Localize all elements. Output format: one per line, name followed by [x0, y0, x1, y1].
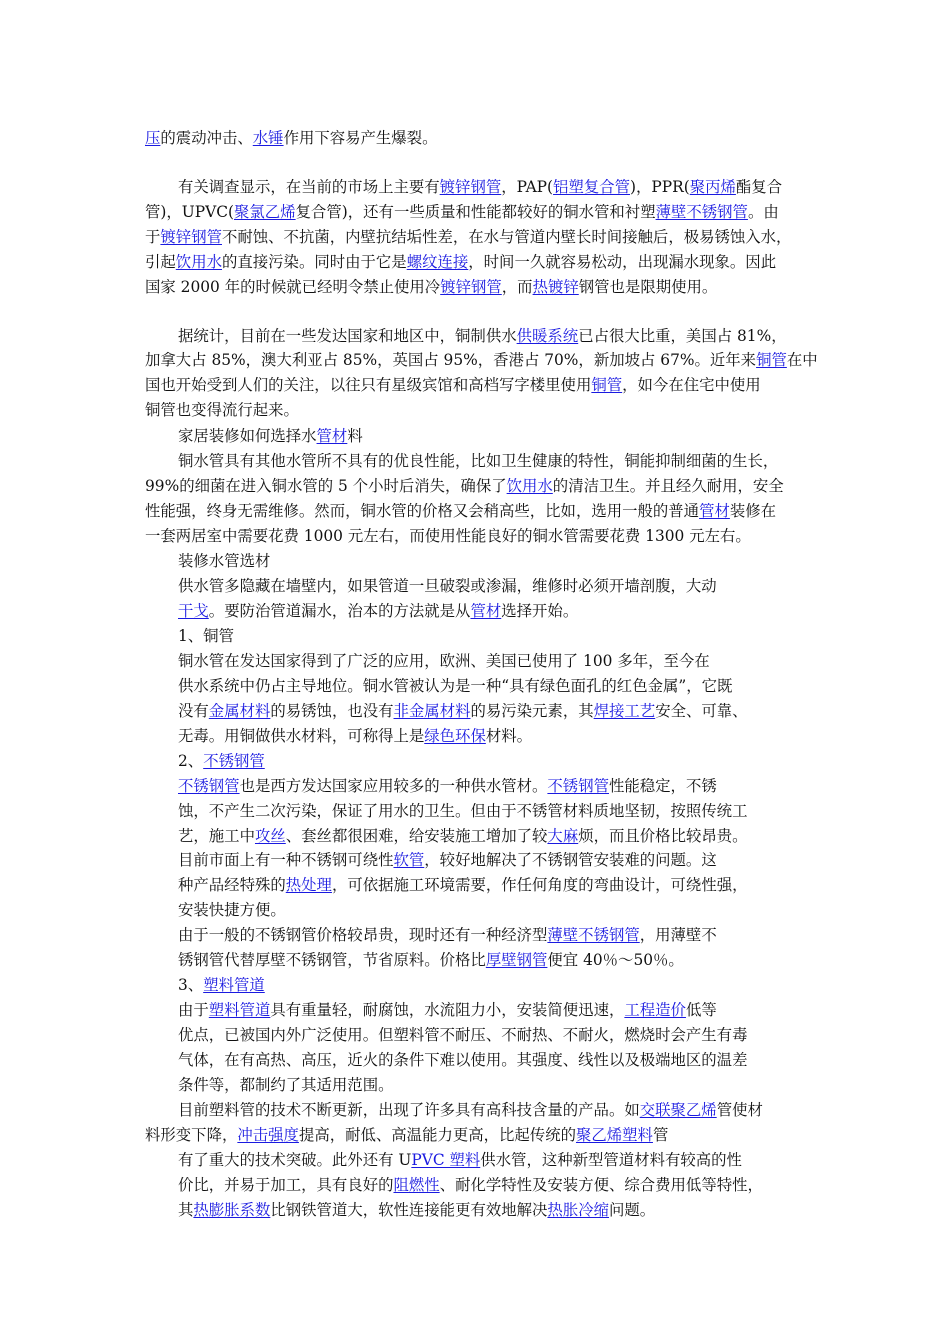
text-run: 钢管也是限期使用。: [578, 278, 718, 296]
text-run: )，PPR(: [630, 178, 690, 196]
text-run: 材料。: [485, 727, 533, 745]
inline-link[interactable]: 软管: [393, 851, 425, 869]
text-run: 问题。: [609, 1201, 656, 1219]
text-run: 其: [178, 1201, 194, 1219]
text-run: 烦，而且价格比较昂贵。: [578, 827, 748, 845]
text-line: [145, 474, 784, 499]
text-run: 装修在: [729, 502, 777, 520]
text-line: [145, 348, 818, 373]
text-run: 供水系统中仍占主导地位。铜水管被认为是一种“具有绿色面孔的红色金属”，它既: [178, 677, 733, 695]
text-line: [145, 1123, 668, 1148]
text-line: [145, 225, 791, 250]
text-run: 没有: [178, 702, 209, 720]
text-run: 管使材: [716, 1101, 763, 1119]
text-run: 艺，施工中: [178, 827, 255, 845]
text-line: [178, 449, 778, 474]
text-line: [145, 499, 776, 524]
text-run: 低等: [685, 1001, 717, 1019]
inline-link[interactable]: 不锈钢管: [547, 777, 609, 795]
inline-link[interactable]: 水锤: [252, 129, 284, 147]
text-run: 种产品经特殊的: [178, 876, 286, 894]
inline-link[interactable]: 聚乙烯塑料: [575, 1126, 653, 1144]
inline-link[interactable]: 铝塑复合管: [553, 178, 631, 196]
text-run: 气体，在有高热、高压，近火的条件下难以使用。其强度、线性以及极端地区的温差: [178, 1051, 748, 1069]
inline-link[interactable]: 薄壁不锈钢管: [655, 203, 748, 221]
inline-link[interactable]: 管材: [699, 502, 730, 520]
text-run: 由于: [178, 1001, 209, 1019]
text-run: 于: [145, 228, 161, 246]
text-run: ，较好地解决了不锈钢管安装难的问题。这: [424, 851, 717, 869]
text-run: 比钢铁管道大，软性连接能更有效地解决: [270, 1201, 548, 1219]
text-run: 提高，耐低、高温能力更高，比起传统的: [298, 1126, 576, 1144]
inline-link[interactable]: 压: [145, 129, 161, 147]
text-run: ，可依据施工环境需要，作任何角度的弯曲设计，可绕性强，: [331, 876, 748, 894]
text-run: 加拿大占 85%，澳大利亚占 85%，英国占 95%，香港占 70%，新加坡占 67%。近年来: [145, 351, 757, 369]
inline-link[interactable]: 攻丝: [254, 827, 286, 845]
text-line: [178, 324, 787, 349]
text-run: 优点，已被国内外广泛使用。但塑料管不耐压、不耐热、不耐火，燃烧时会产生有毒: [178, 1026, 748, 1044]
text-run: 铜管也变得流行起来。: [145, 401, 299, 419]
text-line: [178, 724, 532, 749]
text-run: 选择开始。: [501, 602, 579, 620]
text-line: [178, 799, 747, 824]
text-line: [178, 923, 717, 948]
inline-link[interactable]: 镀锌钢管: [160, 228, 222, 246]
inline-link[interactable]: 不锈钢管: [178, 777, 240, 795]
text-run: 料形变下降，: [145, 1126, 238, 1144]
text-run: 价比，并易于加工，具有良好的: [178, 1176, 394, 1194]
text-run: 作用下容易产生爆裂。: [283, 129, 438, 147]
text-run: 的震动冲击、: [160, 129, 253, 147]
text-run: 条件等，都制约了其适用范围。: [178, 1076, 394, 1094]
inline-link[interactable]: 铜管: [591, 376, 623, 394]
text-line: [178, 774, 717, 799]
text-run: 有关调查显示，在当前的市场上主要有: [178, 178, 440, 196]
text-run: 管: [652, 1126, 669, 1144]
inline-link[interactable]: 热胀冷缩: [547, 1201, 609, 1219]
text-run: 3、: [178, 976, 204, 994]
text-run: 由于一般的不锈钢管价格较昂贵，现时还有一种经济型: [178, 926, 548, 944]
text-run: 无毒。用铜做供水材料，可称得上是: [178, 727, 425, 745]
inline-link[interactable]: 热处理: [285, 876, 332, 894]
inline-link[interactable]: 管材: [316, 427, 348, 445]
text-run: 引起: [145, 253, 176, 271]
inline-link[interactable]: 非金属材料: [393, 702, 471, 720]
inline-link[interactable]: 金属材料: [208, 702, 271, 720]
text-line: [178, 424, 363, 449]
text-run: 铜水管具有其他水管所不具有的优良性能，比如卫生健康的特性，铜能抑制细菌的生长，: [178, 452, 779, 470]
text-run: ，用薄壁不: [639, 926, 717, 944]
inline-link[interactable]: 管材: [470, 602, 502, 620]
text-line: [178, 599, 578, 624]
inline-link[interactable]: 冲击强度: [237, 1126, 299, 1144]
text-run: 国家 2000 年的时候就已经明令禁止使用冷: [145, 278, 441, 296]
text-run: 、套丝都很困难，给安装施工增加了较: [285, 827, 548, 845]
text-line: [145, 275, 717, 300]
inline-link[interactable]: 工程造价: [624, 1001, 686, 1019]
inline-link[interactable]: 供暖系统: [516, 327, 579, 345]
text-run: 管)，UPVC(: [145, 203, 235, 221]
text-line: [178, 973, 265, 998]
text-line: [145, 373, 761, 398]
text-run: 有了重大的技术突破。此外还有 U: [178, 1151, 412, 1169]
text-run: 1、铜管: [178, 627, 234, 645]
text-line: [178, 1098, 763, 1123]
text-run: ，时间一久就容易松动，出现漏水现象。因此: [468, 253, 777, 271]
text-line: [178, 998, 717, 1023]
text-line: [145, 200, 779, 225]
text-run: 目前塑料管的技术不断更新，出现了许多具有高科技含量的产品。如: [178, 1101, 640, 1119]
text-run: 的直接污染。同时由于它是: [221, 253, 407, 271]
text-run: 的易锈蚀，也没有: [270, 702, 394, 720]
inline-link[interactable]: 焊接工艺: [593, 702, 656, 720]
text-run: 安全、可靠、: [655, 702, 748, 720]
inline-link[interactable]: 绿色环保: [424, 727, 486, 745]
inline-link[interactable]: 热镀锌: [532, 278, 579, 296]
text-run: 蚀，不产生二次污染，保证了用水的卫生。但由于不锈管材料质地坚韧，按照传统工: [178, 802, 748, 820]
text-line: [178, 1048, 747, 1073]
text-run: ，而: [501, 278, 533, 296]
text-run: 供水管多隐藏在墙壁内，如果管道一旦破裂或渗漏，维修时必须开墙剖腹，大动: [178, 577, 717, 595]
text-line: [178, 873, 748, 898]
text-run: 据统计，目前在一些发达国家和地区中，铜制供水: [178, 327, 517, 345]
text-run: ，PAP(: [501, 178, 554, 196]
text-run: 铜水管在发达国家得到了广泛的应用，欧洲、美国已使用了 100 多年，至今在: [178, 652, 710, 670]
text-line: [178, 824, 748, 849]
text-run: 、耐化学特性及安装方便、综合费用低等特性，: [439, 1176, 763, 1194]
text-run: 的易污染元素，其: [470, 702, 594, 720]
text-line: [145, 398, 299, 423]
text-line: [178, 1073, 393, 1098]
text-line: [178, 749, 265, 774]
text-line: [145, 250, 776, 275]
inline-link[interactable]: 交联聚乙烯: [639, 1101, 717, 1119]
text-run: 。要防治管道漏水，治本的方法就是从: [208, 602, 471, 620]
inline-link[interactable]: 干戈: [178, 602, 209, 620]
text-line: [145, 524, 751, 549]
inline-link[interactable]: 热膨胀系数: [193, 1201, 271, 1219]
text-line: [178, 898, 286, 923]
text-run: 一套两居室中需要花费 1000 元左右，而使用性能良好的铜水管需要花费 1300 元左右。: [145, 527, 751, 545]
text-run: 供水管，这种新型管道材料有较高的性: [480, 1151, 742, 1169]
text-run: 家居装修如何选择水: [178, 427, 317, 445]
text-line: [178, 848, 717, 873]
inline-link[interactable]: 厚壁钢管: [485, 951, 548, 969]
text-line: [178, 1198, 655, 1223]
text-run: 具有重量轻，耐腐蚀，水流阻力小，安装简便迅速，: [270, 1001, 625, 1019]
text-line: [178, 1148, 742, 1173]
text-run: 也是西方发达国家应用较多的一种供水管材。: [239, 777, 548, 795]
inline-link[interactable]: 饮用水: [175, 253, 222, 271]
text-run: 已占很大比重，美国占 81%，: [578, 327, 787, 345]
inline-link[interactable]: PVC 塑料: [411, 1151, 481, 1169]
text-run: ，如今在住宅中使用: [622, 376, 761, 394]
text-run: 装修水管选材: [178, 552, 271, 570]
inline-link[interactable]: 薄壁不锈钢管: [547, 926, 640, 944]
inline-link[interactable]: 聚氯乙烯: [234, 203, 296, 221]
text-run: 性能稳定，不锈: [608, 777, 717, 795]
inline-link[interactable]: 饮用水: [506, 477, 553, 495]
text-run: 性能强，终身无需维修。然而，铜水管的价格又会稍高些，比如，选用一般的普通: [145, 502, 700, 520]
text-line: [178, 674, 732, 699]
text-line: [178, 1023, 747, 1048]
text-run: 2、: [178, 752, 204, 770]
text-run: 酯复合: [735, 178, 783, 196]
text-line: [145, 126, 437, 151]
text-line: [178, 649, 710, 674]
text-run: 便宜 40％～50％。: [547, 951, 684, 969]
inline-link[interactable]: 阻燃性: [393, 1176, 440, 1194]
text-run: 料: [347, 427, 363, 445]
text-run: 在中: [786, 351, 818, 369]
text-line: [178, 175, 782, 200]
text-run: 复合管)，还有一些质量和性能都较好的铜水管和衬塑: [295, 203, 656, 221]
text-line: [178, 699, 748, 724]
inline-link[interactable]: 铜管: [756, 351, 787, 369]
inline-link[interactable]: 大麻: [547, 827, 579, 845]
inline-link[interactable]: 聚丙烯: [689, 178, 736, 196]
text-line: [178, 624, 234, 649]
text-run: 不耐蚀、不抗菌，内壁抗结垢性差，在水与管道内壁长时间接触后，极易锈蚀入水，: [221, 228, 792, 246]
inline-link[interactable]: 螺纹连接: [406, 253, 469, 271]
text-line: [178, 948, 684, 973]
text-line: [178, 574, 717, 599]
inline-link[interactable]: 镀锌钢管: [440, 278, 502, 296]
text-run: 。由: [747, 203, 779, 221]
text-run: 国也开始受到人们的关注，以往只有星级宾馆和高档写字楼里使用: [145, 376, 592, 394]
inline-link[interactable]: 镀锌钢管: [439, 178, 502, 196]
text-line: [178, 549, 270, 574]
text-run: 锈钢管代替厚壁不锈钢管，节省原料。价格比: [178, 951, 486, 969]
text-line: [178, 1173, 763, 1198]
inline-link[interactable]: 塑料管道: [208, 1001, 271, 1019]
text-run: 目前市面上有一种不锈钢可绕性: [178, 851, 394, 869]
text-run: 的清洁卫生。并且经久耐用，安全: [552, 477, 784, 495]
inline-link[interactable]: 塑料管道: [203, 976, 265, 994]
inline-link[interactable]: 不锈钢管: [203, 752, 265, 770]
text-run: 99%的细菌在进入铜水管的 5 个小时后消失，确保了: [145, 477, 507, 495]
text-run: 安装快捷方便。: [178, 901, 286, 919]
